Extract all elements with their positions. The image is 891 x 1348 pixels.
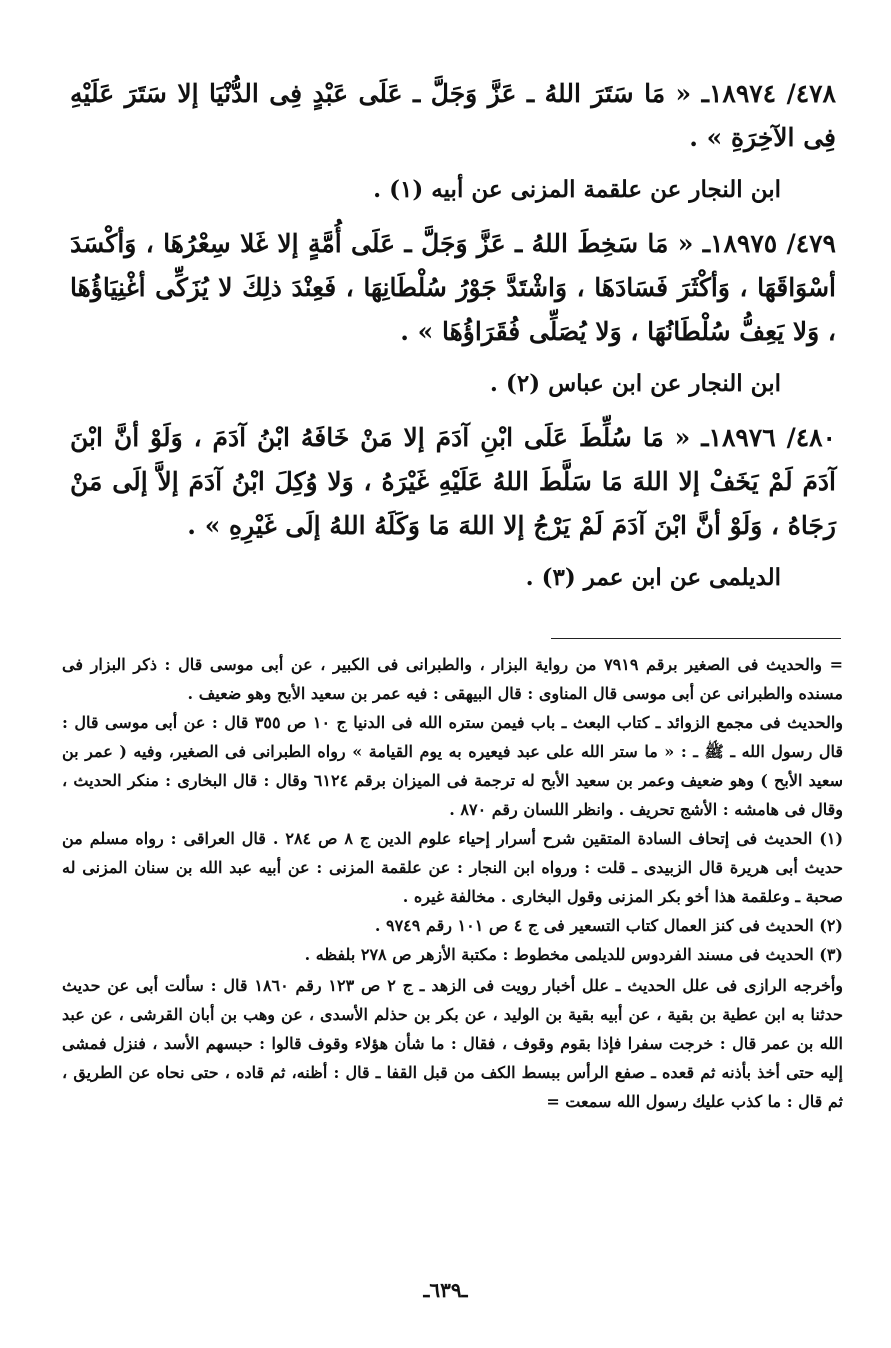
hadith-source: الديلمى عن ابن عمر (٣) .: [525, 564, 781, 591]
hadith-478: [70, 72, 836, 160]
footnote-3: (٣) الحديث فى مسند الفردوس للديلمى مخطوط : مكتبة الأزهر ص ٢٧٨ بلفظه .: [304, 945, 843, 964]
footnote-2: (٢) الحديث فى كنز العمال كتاب التسعير فى ج ٤ ص ١٠١ رقم ٩٧٤٩ .: [374, 916, 843, 935]
hadith-source: ابن النجار عن ابن عباس (٢) .: [489, 370, 781, 397]
footnote-3-continuation: وأخرجه الرازى فى علل الحديث ـ علل أخبار رويت فى الزهد ـ ج ٢ ص ١٢٣ رقم ١٨٦٠ قال : سألت أبى عن حديث حدثنا به ابن عطية بن بقية ، عن أبيه بقية بن الوليد ، عن بكر بن حذلم الأسدى ، عن وهب بن أبان القرشى ، عن عبد الله بن عمر قال : خرجت سفرا فإذا بقوم وقوف ، فقال : ما شأن هؤلاء وقوف قالوا : حبسهم الأسد ، فنزل فمشى إليه حتى أخذ بأذنه ثم قعده ـ صفع الرأس ببسط الكف من قبل القفا ـ قال : أظنه، ثم قاده ، حتى نحاه عن الطريق ، ثم قال : ما كذب عليك رسول الله سمعت =: [62, 976, 844, 1111]
page-number: ـ٦٣٩ـ: [423, 1278, 468, 1302]
footnote-continuation: = والحديث فى الصغير برقم ٧٩١٩ من رواية البزار ، والطبرانى فى الكبير ، عن أبى موسى قال : ذكر البزار فى مسنده والطبرانى عن أبى موسى قال المناوى : قال البيهقى : فيه عمر بن سعيد الأبح وهو ضعيف .: [62, 655, 844, 703]
main-text: [70, 72, 836, 610]
hadith-number: ٤٨٠/ ١٨٩٧٦ـ: [701, 423, 836, 452]
hadith-number: ٤٧٨/ ١٨٩٧٤ـ: [701, 79, 836, 108]
footnotes: [62, 650, 843, 1116]
hadith-number: ٤٧٩/ ١٨٩٧٥ـ: [702, 229, 836, 258]
hadith-479: [70, 222, 836, 354]
hadith-source: ابن النجار عن علقمة المزنى عن أبيه (١) .: [373, 176, 781, 203]
hadith-text: « مَا سَخِطَ اللهُ ـ عَزَّ وَجَلَّ ـ عَلَى أُمَّةٍ إلا غَلا سِعْرُهَا ، وَأكْسَدَ أسْوَاقَهَا ، وَأكْثَرَ فَسَادَهَا ، وَاشْتَدَّ جَوْرُ سُلْطَانِهَا ، فَعِنْدَ ذلِكَ لا يُزَكِّى أغْنِيَاؤُهَا ، وَلا يَعِفُّ سُلْطَانُهَا ، وَلا يُصَلِّى فُقَرَاؤُهَا » .: [70, 229, 836, 346]
hadith-text: « مَا سُلِّطَ عَلَى ابْنِ آدَمَ إلا مَنْ خَافَهُ ابْنُ آدَمَ ، وَلَوْ أنَّ ابْنَ آدَمَ لَمْ يَخَفْ إلا اللهَ مَا سَلَّطَ اللهُ عَلَيْهِ غَيْرَهُ ، وَلا وُكِلَ ابْنُ آدَمَ إلاَّ إلَى مَنْ رَجَاهُ ، وَلَوْ أنَّ ابْنَ آدَمَ لَمْ يَرْجُ إلا اللهَ مَا وَكَلَهُ اللهُ إلَى غَيْرِهِ » .: [70, 423, 836, 540]
hadith-text: « مَا سَتَرَ اللهُ ـ عَزَّ وَجَلَّ ـ عَلَى عَبْدٍ فِى الدُّنْيَا إلا سَتَرَ عَلَيْهِ فِى الآخِرَةِ » .: [70, 79, 836, 152]
footnote-separator: [551, 638, 841, 639]
footnote-continuation-2: والحديث فى مجمع الزوائد ـ كتاب البعث ـ باب فيمن ستره الله فى الدنيا ج ١٠ ص ٣٥٥ قال : عن أبى موسى قال : قال رسول الله ـ ﷺ ـ : « ما ستر الله على عبد فيعيره به يوم القيامة » رواه الطبرانى فى الصغير، وفيه ( عمر بن سعيد الأبح ) وهو ضعيف وعمر بن سعيد الأبح له ترجمة فى الميزان برقم ٦١٢٤ وقال : قال البخارى : منكر الحديث ، وقال فى هامشه : الأشج تحريف . وانظر اللسان رقم ٨٧٠ .: [62, 713, 844, 819]
footnote-1: (١) الحديث فى إتحاف السادة المتقين شرح أسرار إحياء علوم الدين ج ٨ ص ٢٨٤ . قال العراقى : رواه مسلم من حديث أبى هريرة قال الزبيدى ـ قلت : ورواه ابن النجار : عن علقمة المزنى : عن أبيه عبد الله بن سنان المزنى له صحبة ـ وعلقمة هذا أخو بكر المزنى وقول البخارى . مخالفة غيره .: [62, 829, 844, 906]
hadith-480: [70, 416, 836, 548]
